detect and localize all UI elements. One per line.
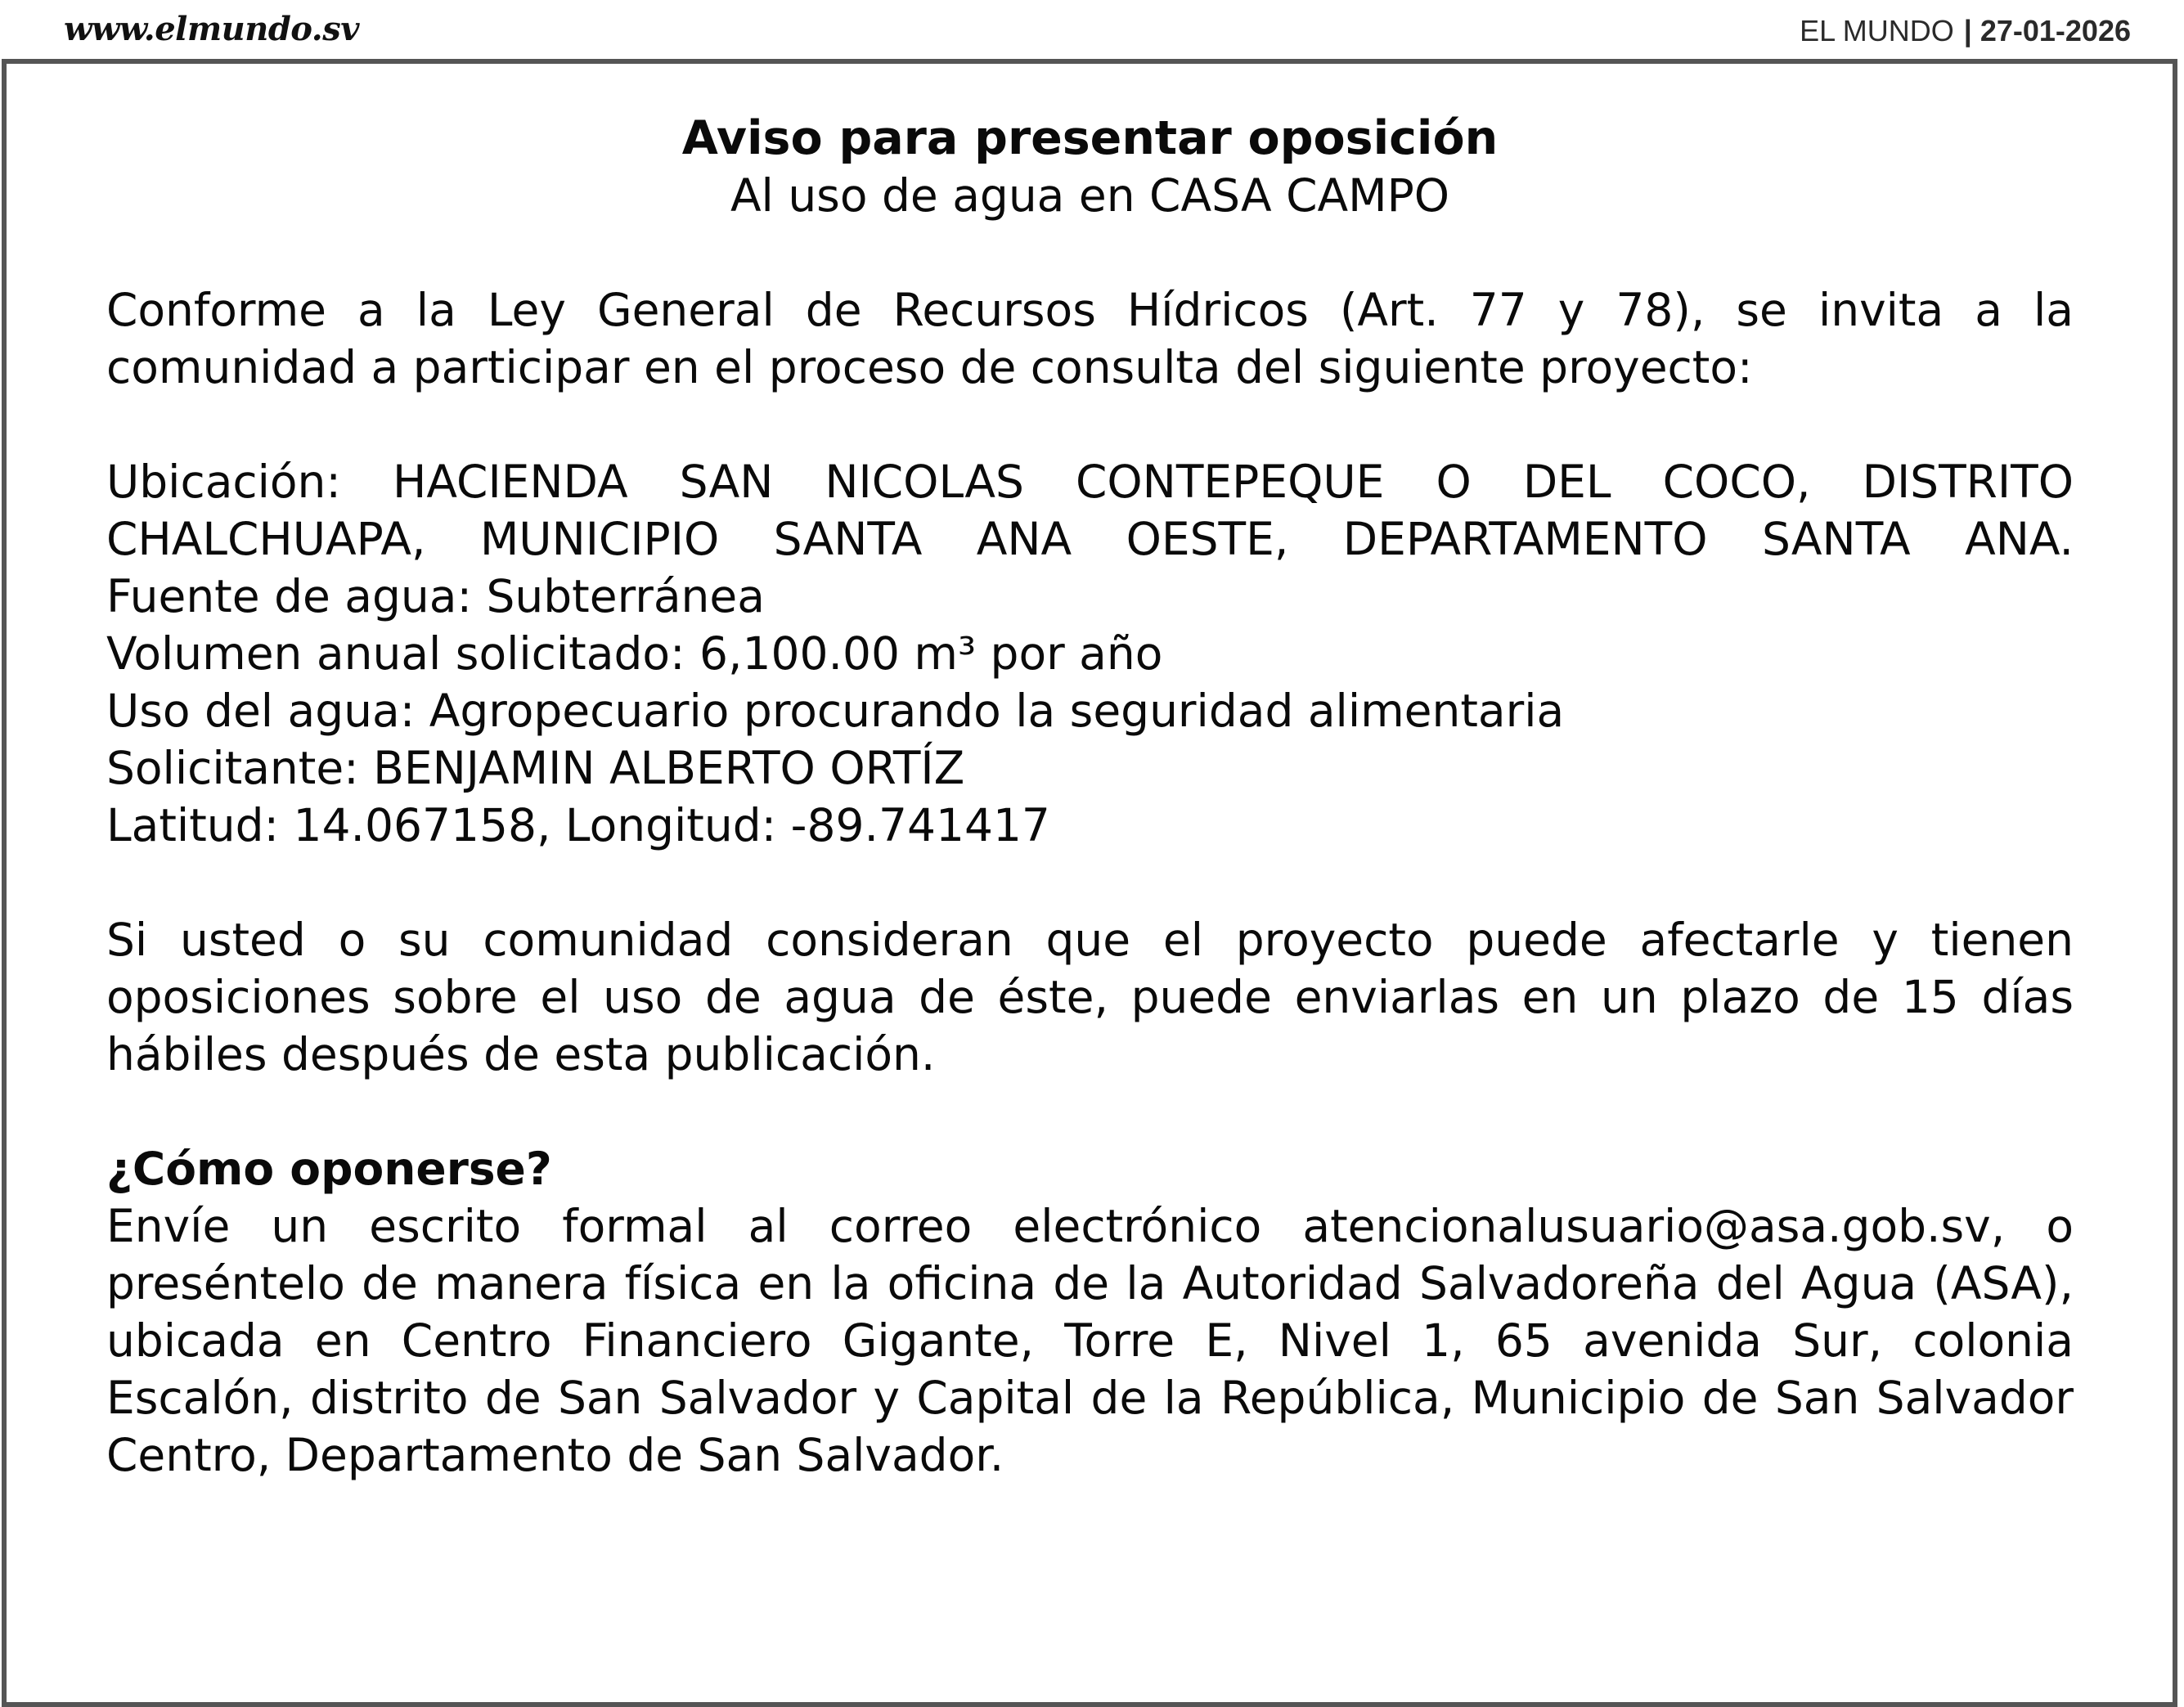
publication-date: 27-01-2026: [1980, 14, 2131, 47]
email-address[interactable]: atencionalusuario@asa.gob.sv: [1302, 1200, 1991, 1252]
notice-content: [106, 110, 2074, 1484]
water-source: Fuente de agua: Subterránea: [106, 570, 765, 622]
notice-title: Aviso para presentar oposición: [681, 111, 1499, 165]
how-to-oppose-paragraph: [106, 1197, 2074, 1484]
spacer: [106, 1083, 2074, 1140]
spacer: [106, 224, 2074, 281]
intro-paragraph: Conforme a la Ley General de Recursos Hídricos (Art. 77 y 78), se invita a la comunidad a participar en el proceso de consulta del siguiente proyecto:: [106, 284, 2074, 393]
coordinates: Latitud: 14.067158, Longitud: -89.741417: [106, 799, 1050, 851]
project-details: [106, 453, 2074, 854]
how-text-after-email: , o preséntelo de manera física en la oficina de la Autoridad Salvadoreña del Agua (ASA), ubicada en Centro Financiero Gigante, Torre E, Nivel 1, 65 avenida Sur, colonia Escalón, distrito de San Salvador y Capital de la República, Municipio de San Salvador Centro, Departamento de San Salvador.: [106, 1200, 2074, 1481]
opposition-paragraph: Si usted o su comunidad consideran que el proyecto puede afectarle y tienen oposiciones sobre el uso de agua de éste, puede enviarlas en un plazo de 15 días hábiles después de esta publicación.: [106, 914, 2074, 1080]
notice-subtitle: Al uso de agua en CASA CAMPO: [730, 169, 1450, 222]
location-line-2: CHALCHUAPA, MUNICIPIO SANTA ANA OESTE, DEPARTAMENTO SANTA ANA.: [106, 513, 2074, 565]
location-line-1: Ubicación: HACIENDA SAN NICOLAS CONTEPEQUE O DEL COCO, DISTRITO: [106, 456, 2074, 508]
annual-volume: Volumen anual solicitado: 6,100.00 m³ por año: [106, 627, 1163, 680]
spacer: [106, 854, 2074, 911]
publication-name: EL MUNDO: [1800, 14, 1954, 47]
publication-separator: |: [1963, 14, 1972, 47]
site-url[interactable]: www.elmundo.sv: [64, 10, 359, 48]
water-use: Uso del agua: Agropecuario procurando la seguridad alimentaria: [106, 685, 1565, 737]
how-to-oppose-heading: ¿Cómo oponerse?: [106, 1143, 552, 1195]
spacer: [106, 396, 2074, 453]
how-text-before-email: Envíe un escrito formal al correo electrónico: [106, 1200, 1303, 1252]
applicant: Solicitante: BENJAMIN ALBERTO ORTÍZ: [106, 742, 965, 794]
newspaper-masthead: [0, 0, 2184, 59]
publication-info: [1800, 11, 2131, 51]
